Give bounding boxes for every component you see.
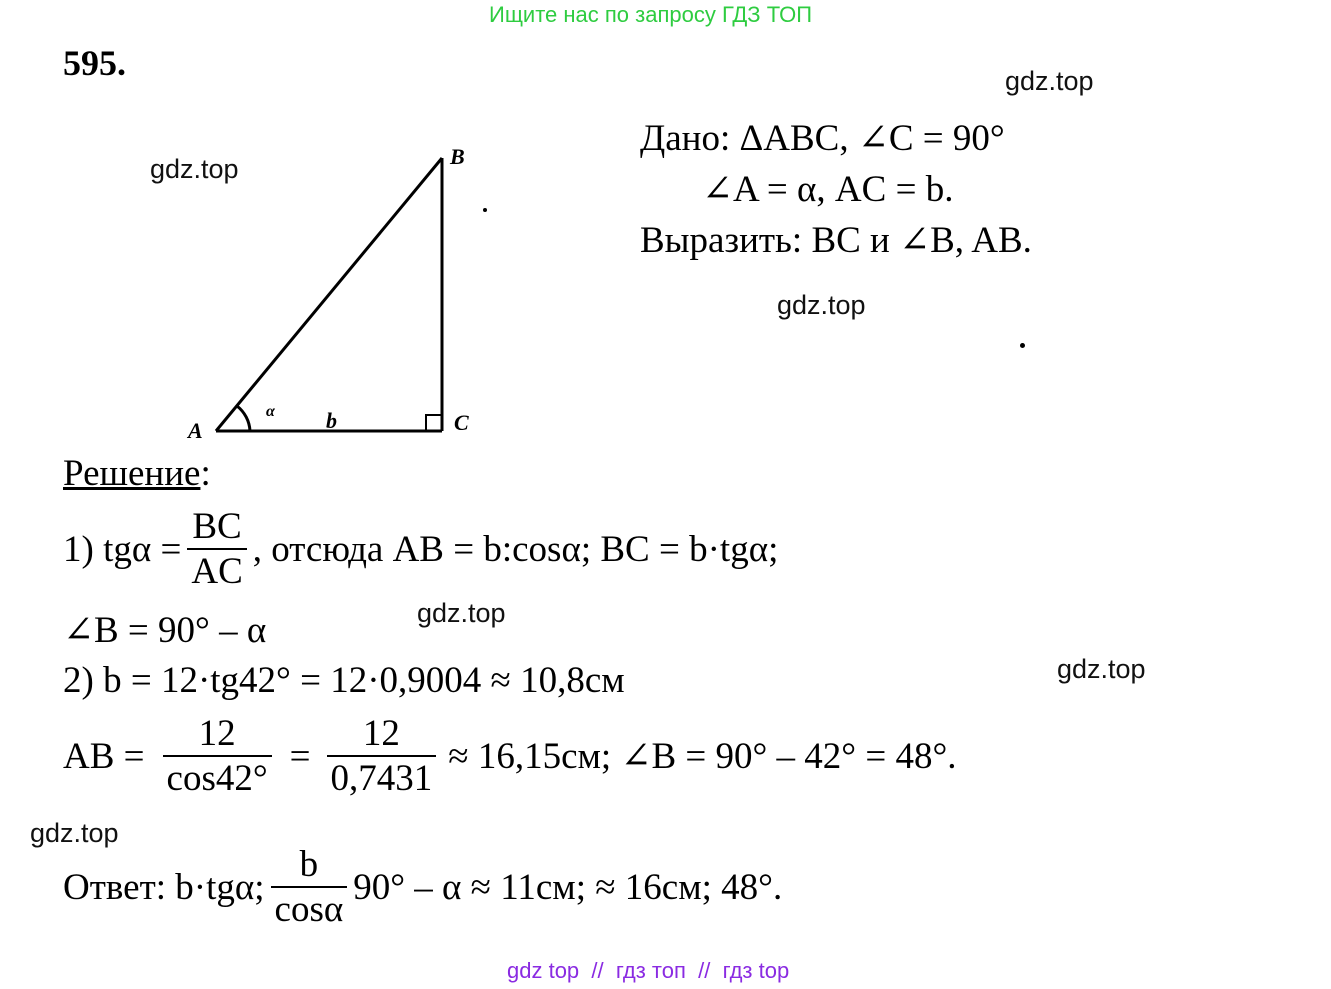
watermark: gdz.top bbox=[1057, 654, 1146, 684]
right-angle-marker bbox=[426, 415, 442, 431]
answer-suffix: 90° – α ≈ 11см; ≈ 16см; 48°. bbox=[353, 866, 783, 908]
step-1b: ∠B = 90° – α bbox=[63, 610, 267, 651]
fraction-12-07431 bbox=[327, 712, 437, 800]
watermark: gdz.top bbox=[1005, 66, 1094, 96]
fraction-denominator: 0,7431 bbox=[327, 755, 437, 800]
side-b-label: b bbox=[326, 408, 337, 433]
fraction-denominator: cos42° bbox=[163, 755, 272, 800]
fraction-denominator: cosα bbox=[271, 886, 348, 931]
answer bbox=[63, 843, 782, 931]
step-3-prefix: AB = bbox=[63, 735, 145, 777]
watermark: gdz.top bbox=[777, 290, 866, 320]
step-3-eq: = bbox=[289, 735, 311, 777]
watermark: gdz.top bbox=[30, 818, 119, 848]
stray-dot bbox=[483, 208, 487, 212]
fraction-bc-ac bbox=[187, 505, 246, 593]
fraction-numerator: 12 bbox=[362, 713, 400, 754]
fraction-denominator: AC bbox=[187, 548, 246, 593]
vertex-c-label: C bbox=[454, 410, 469, 435]
angle-alpha-label: α bbox=[266, 403, 275, 420]
watermark: gdz.top bbox=[150, 154, 239, 184]
vertex-b-label: B bbox=[450, 144, 465, 169]
footer-links: gdz top // гдз топ // гдз top bbox=[507, 958, 790, 983]
step-3 bbox=[63, 712, 957, 800]
fraction-numerator: 12 bbox=[198, 713, 236, 754]
step-1-prefix: 1) tgα = bbox=[63, 528, 182, 570]
answer-prefix: Ответ: b·tgα; bbox=[63, 866, 265, 908]
fraction-numerator: b bbox=[299, 844, 319, 885]
fraction-b-cosalpha bbox=[271, 843, 348, 931]
fraction-12-cos42 bbox=[163, 712, 272, 800]
triangle-figure bbox=[180, 140, 500, 450]
stray-dot bbox=[1020, 343, 1025, 348]
solution-heading-colon: : bbox=[200, 453, 211, 494]
given-line-2: ∠A = α, AC = b. bbox=[702, 169, 954, 210]
side-ab bbox=[216, 158, 442, 431]
problem-number: 595. bbox=[63, 43, 126, 83]
given-line-3: Выразить: BC и ∠B, AB. bbox=[640, 220, 1032, 261]
solution-heading-text: Решение bbox=[63, 453, 201, 494]
step-2: 2) b = 12·tg42° = 12·0,9004 ≈ 10,8см bbox=[63, 660, 625, 701]
step-1-suffix: , отсюда AB = b:cosα; BC = b·tgα; bbox=[252, 528, 779, 570]
angle-a-arc bbox=[237, 406, 250, 431]
fraction-numerator: BC bbox=[192, 506, 242, 547]
solution-heading bbox=[63, 452, 211, 495]
vertex-a-label: A bbox=[188, 418, 203, 443]
watermark: gdz.top bbox=[417, 598, 506, 628]
step-1 bbox=[63, 505, 778, 593]
top-banner: Ищите нас по запросу ГДЗ ТОП bbox=[489, 2, 813, 27]
given-line-1: Дано: ΔABC, ∠C = 90° bbox=[640, 118, 1005, 159]
step-3-suffix: ≈ 16,15см; ∠B = 90° – 42° = 48°. bbox=[448, 736, 957, 777]
